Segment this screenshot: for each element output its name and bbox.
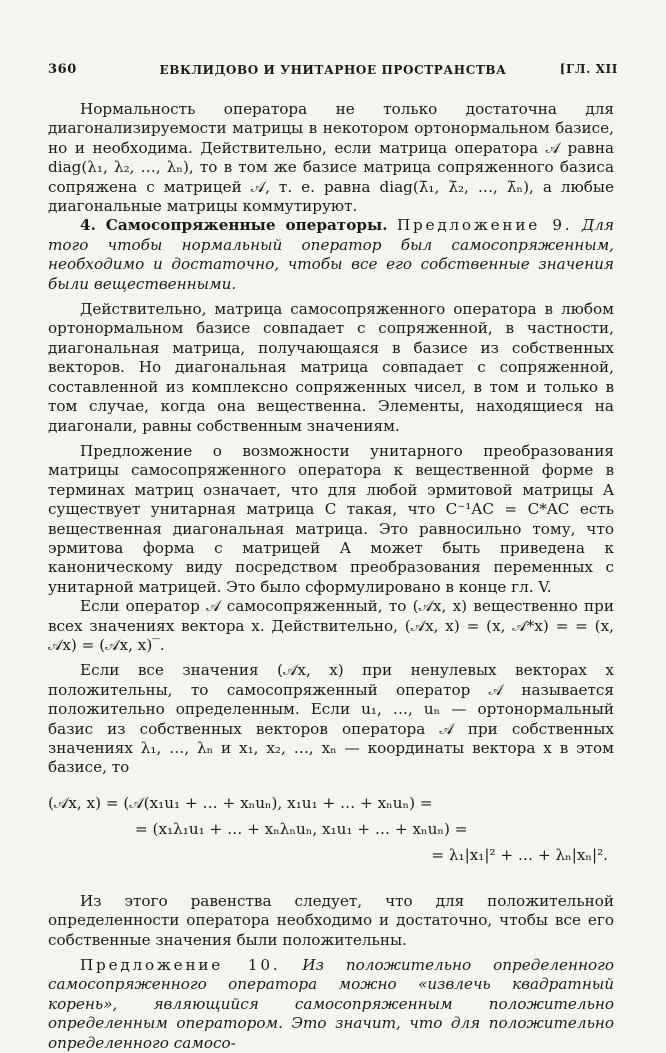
paragraph-proof-9: Действительно, матрица самосопряженного оператора в любом ортонормальном базисе совпадает с сопряженной, в частности, диагональная матрица, получающаяся в базисе из собственных векторов. Но диагональная матрица совпадает с сопряженной, составленной из комплексно сопряженных чисел, в том и только в том случае, когда она вещественна. Элементы, находящиеся на диагонали, равны собственным значениям. [48, 300, 614, 435]
paragraph-conclusion: Из этого равенства следует, что для положительной определенности оператора необходимо и достаточно, чтобы все его собственные значения были положительны. [48, 891, 614, 949]
running-title: ЕВКЛИДОВО И УНИТАРНОЕ ПРОСТРАНСТВА [159, 63, 507, 77]
section-heading: 4. Самосопряженные операторы. [80, 216, 388, 235]
proposition-10-paragraph [48, 956, 614, 1053]
proposition-10-text: Из положительно определенного самосопряженного оператора можно «извлечь квадратный корень», являющийся самосопряженным положительно определенным оператором. Это значит, что для положительно определенного самосо- [48, 956, 614, 1052]
formula-line-1: (𝒜x, x) = (𝒜(x₁u₁ + … + xₙuₙ), x₁u₁ + … + xₙuₙ) = [48, 793, 433, 812]
paragraph-real-values: Если оператор 𝒜 самосопряженный, то (𝒜x, x) вещественно при всех значениях вектора x. Действительно, (𝒜x, x) = (x, 𝒜*x) = = (x, 𝒜x) = (𝒜x, x)‾. [48, 597, 614, 654]
paragraph-normality: Нормальность оператора не только достаточна для диагонализируемости матрицы в некотором ортонормальном базисе, но и необходима. Действительно, если матрица оператора 𝒜 равна diag(λ₁, λ₂, …, λₙ), то в том же базисе матрица сопряженного базиса сопряжена с матрицей 𝒜, т. е. равна diag(λ̄₁, λ̄₂, …, λ̄ₙ), а любые диагональные матрицы коммутируют. [48, 100, 614, 216]
formula-line-3: = λ₁|x₁|² + … + λₙ|xₙ|². [431, 845, 608, 864]
page-number: 360 [48, 62, 77, 77]
chapter-label: [ГЛ. XII [559, 62, 618, 76]
proposition-9-text: Для того чтобы нормальный оператор был самосопряженным, необходимо и достаточно, чтобы все его собственные значения были вещественными. [48, 216, 614, 293]
proposition-10-label: Предложение 10. [80, 956, 281, 975]
paragraph-positive-definite: Если все значения (𝒜x, x) при ненулевых векторах x положительны, то самосопряженный оператор 𝒜 называется положительно определенным. Если u₁, …, uₙ — ортонормальный базис из собственных векторов оператора 𝒜 при собственных значениях λ₁, …, λₙ и x₁, x₂, …, xₙ — координаты вектора x в этом базисе, то [48, 661, 614, 777]
text-column [48, 100, 614, 1053]
running-header [48, 62, 618, 82]
display-formula [48, 790, 614, 868]
paragraph-matrix-form: Предложение о возможности унитарного преобразования матрицы самосопряженного оператора к вещественной форме в терминах матриц означает, что для любой эрмитовой матрицы A существует унитарная матрица C такая, что C⁻¹AC = C*AC есть вещественная диагональная матрица. Это равносильно тому, что эрмитова форма с матрицей A может быть приведена к каноническому виду посредством преобразования переменных с унитарной матрицей. Это было сформулировано в конце гл. V. [48, 441, 614, 596]
formula-line-2: = (x₁λ₁u₁ + … + xₙλₙuₙ, x₁u₁ + … + xₙuₙ) = [135, 819, 468, 838]
section-4-paragraph [48, 216, 614, 294]
proposition-9-label: Предложение 9. [396, 216, 573, 235]
